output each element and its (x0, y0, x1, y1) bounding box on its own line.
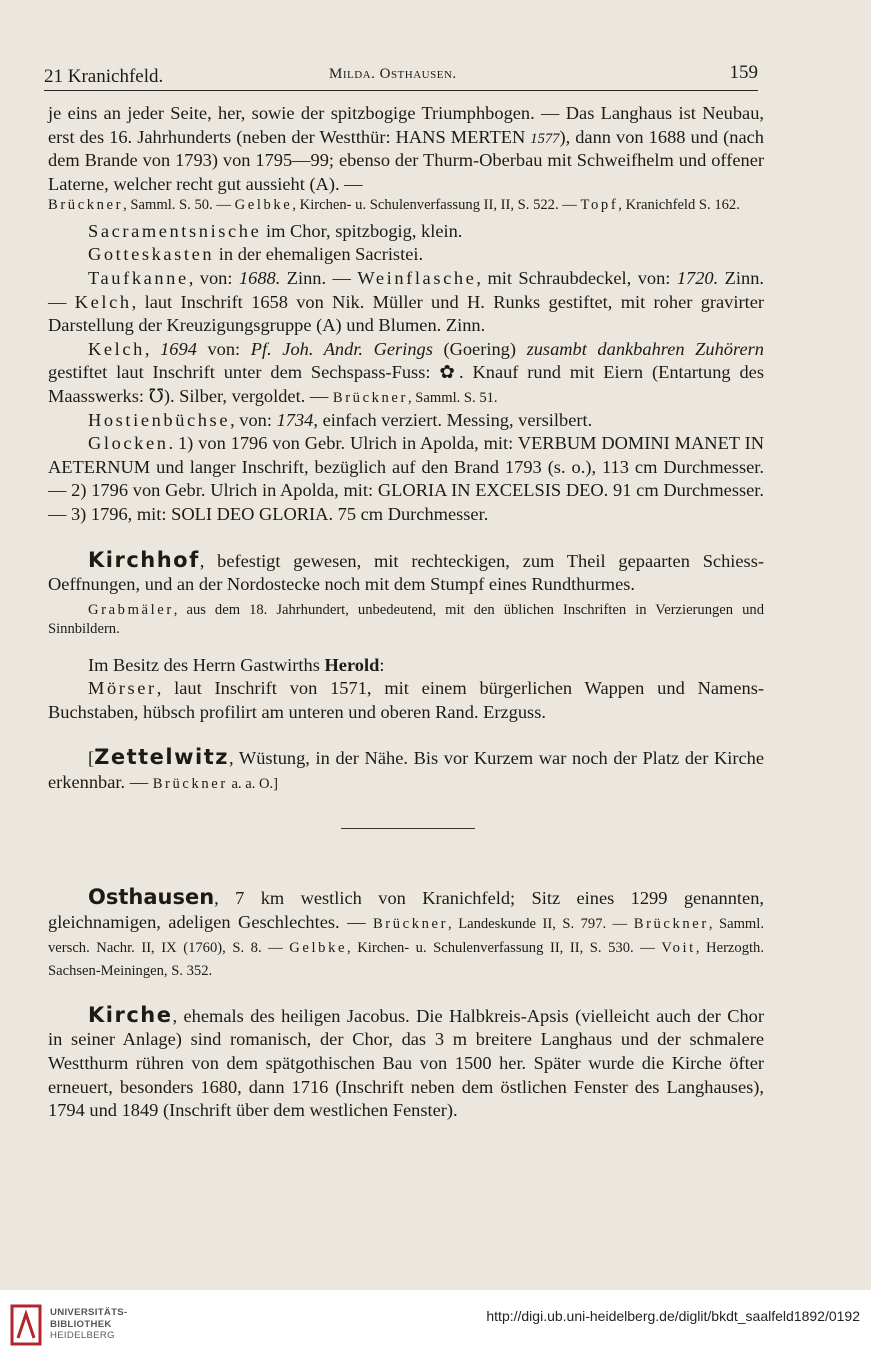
page-number: 159 (729, 62, 758, 83)
library-logo-icon (10, 1304, 42, 1346)
page-text (48, 102, 764, 1123)
year-italic: 1577 (530, 130, 560, 147)
logo-line: UNIVERSITÄTS- (50, 1307, 128, 1318)
running-header (44, 62, 758, 88)
term-spaced: Taufkanne (88, 267, 189, 288)
text-run: (Goering) (432, 338, 527, 359)
owner-name: Herold (324, 654, 380, 675)
paragraph-kelch (48, 338, 764, 409)
text-run: , von: (230, 409, 277, 430)
text-run: im Chor, spitzbogig, klein. (261, 220, 463, 241)
term-spaced: Weinflasche (357, 267, 477, 288)
paragraph-osthausen (48, 886, 764, 981)
section-divider-area (48, 794, 764, 864)
text-run: Im Besitz des Herrn Gastwirths (88, 654, 325, 675)
text-run: . 1) von 1796 von Gebr. Ulrich in Apolda, mit: VERBUM DOMINI MANET IN AETERNUM und langer Inschrift, bezüglich auf den Brand 1793 (s. o.), 113 cm Durchmesser. — 2) 1796 von Gebr. Ulrich in Apolda, mit: GLORIA IN EXCELSIS DEO. 91 cm Durchmesser. — 3) 1796, mit: SOLI DEO GLORIA. 75 cm Durchmesser. (48, 433, 764, 524)
text-run: : (379, 654, 385, 675)
text-run: Zinn. — (48, 267, 765, 312)
header-center: Milda. Osthausen. (329, 66, 457, 82)
text-run: ), dann von 1688 und (nach dem Brande von 1793) von 1795—99; ebenso der Thurm-Oberbau mit Schweifhelm und offener Laterne, welcher recht gut aussieht (A). — (48, 126, 764, 194)
ref-author: Brückner (633, 916, 709, 933)
text-run: von: (196, 338, 251, 359)
text-run: gestiftet laut Inschrift unter dem Sechspass-Fuss: ✿. Knauf rund mit Eiern (Entartung des Maasswerks: ℧). Silber, vergoldet. — (48, 362, 764, 406)
paragraph-grabmaeler (48, 601, 764, 640)
paragraph-kirchhof (48, 549, 764, 597)
term-spaced: Glocken (88, 433, 169, 454)
ref-author: Brückner (332, 389, 408, 406)
inscription-italic: zusambt dankbahren Zuhörern (526, 338, 764, 359)
ref-author: Gelbke (289, 939, 348, 956)
source-url-link[interactable]: http://digi.ub.uni-heidelberg.de/diglit/bkdt_saalfeld1892/0192 (486, 1308, 860, 1324)
text-run: , befestigt gewesen, mit rechteckigen, zum Theil gepaarten Schiess-Oeffnungen, und an der Nordostecke noch mit dem Stumpf eines Rundthurmes. (48, 550, 764, 595)
references-langhaus (48, 196, 764, 215)
term-spaced: Sacramentsnische (88, 220, 262, 241)
paragraph-besitz (48, 654, 764, 678)
logo-line: HEIDELBERG (50, 1330, 115, 1342)
text-run: , mit Schraubdeckel, von: (476, 267, 677, 288)
section-divider (341, 828, 475, 829)
ref-text: , Samml. S. 50. — (123, 197, 235, 214)
place-heading: Osthausen (88, 885, 215, 910)
paragraph-hostienbuechse (48, 409, 764, 433)
year-italic: 1720. (676, 267, 719, 288)
section-heading: Zettelwitz (94, 745, 229, 770)
ref-author: Gelbke (234, 197, 293, 214)
paragraph-zettelwitz (48, 746, 764, 794)
section-heading: Kirche (88, 1002, 173, 1027)
paragraph-taufkanne (48, 267, 764, 338)
term-spaced: Mörser (88, 678, 157, 699)
ref-text: a. a. O.] (227, 775, 279, 792)
ref-text: , Samml. S. 51. (407, 389, 498, 406)
ref-text: , Landeskunde II, S. 797. — (448, 916, 634, 933)
ref-text: , Samml. versch. Nachr. II, IX (1760), S. 8. — (48, 916, 764, 956)
paragraph-glocken (48, 432, 764, 526)
year-italic: 1734 (276, 409, 314, 430)
text-run: , laut Inschrift von 1571, mit einem bürgerlichen Wappen und Namens-Buchstaben, hübsch profilirt am unteren und oberen Rand. Erzguss. (48, 678, 764, 722)
ref-author: Topf (580, 197, 619, 214)
paragraph-gotteskasten (48, 243, 764, 267)
text-run: , von: (188, 267, 239, 288)
text-run: , (144, 338, 161, 359)
year-italic: 1694 (160, 338, 197, 359)
term-spaced: Gotteskasten (88, 244, 215, 265)
ref-author: Brückner (152, 775, 228, 792)
ref-text: , Kranichfeld S. 162. (618, 197, 740, 214)
term-spaced: Grabmäler (88, 601, 174, 618)
text-run: Zinn. — (280, 267, 358, 288)
paragraph-langhaus (48, 102, 764, 196)
paragraph-sacramentsnische (48, 220, 764, 244)
ref-author: Brückner (372, 916, 449, 933)
header-rule (44, 90, 758, 91)
text-run: , ehemals des heiligen Jacobus. Die Halbkreis-Apsis (vielleicht auch der Chor in seiner Anlage) sind romanisch, der Chor, das 3 m breitere Langhaus und der schmalere Westthurm rühren von dem spätgothischen Bau von 1500 her. Später wurde die Kirche öfter erneuert, besonders 1680, dann 1716 (Inschrift neben dem östlichen Fenster des Langhauses), 1794 und 1849 (Inschrift über dem westlichen Fenster). (48, 1005, 764, 1121)
name-italic: Pf. Joh. Andr. Gerings (250, 338, 433, 359)
text-run: je eins an jeder Seite, her, sowie der spitzbogige Triumphbogen. — Das Langhaus ist Neubau, erst des 16. Jahrhunderts (neben der Westthür: HANS MERTEN (48, 103, 764, 147)
text-run: , aus dem 18. Jahrhundert, unbedeutend, mit den üblichen Inschriften in Verzierungen und Sinnbildern. (48, 601, 764, 638)
term-spaced: Hostienbüchse (88, 409, 231, 430)
library-logo-text (50, 1307, 127, 1342)
ref-text: , Kirchen- u. Schulenverfassung II, II, S. 522. — (292, 197, 581, 214)
header-left: 21 Kranichfeld. (44, 66, 164, 87)
paragraph-moerser (48, 677, 764, 724)
term-spaced: Kelch (74, 291, 132, 312)
viewer-footer (0, 1290, 871, 1360)
ref-text: , Herzogth. Sachsen-Meiningen, S. 352. (48, 939, 764, 980)
text-run: , laut Inschrift 1658 von Nik. Müller und H. Runks gestiftet, mit roher gravirter Darstellung der Kreuzigungsgruppe (A) und Blumen. Zinn. (48, 291, 764, 336)
ref-text: , Kirchen- u. Schulenverfassung II, II, S. 530. — (347, 939, 662, 956)
text-run: in der ehemaligen Sacristei. (214, 244, 424, 265)
logo-line: BIBLIOTHEK (50, 1318, 112, 1330)
text-run: , Wüstung, in der Nähe. Bis vor Kurzem war noch der Platz der Kirche erkennbar. — (48, 748, 764, 792)
ref-author: Brückner (48, 197, 124, 214)
year-italic: 1688. (238, 267, 281, 288)
term-spaced: Kelch (88, 338, 145, 359)
ref-author: Voit (661, 939, 696, 956)
section-heading: Kirchhof (88, 547, 200, 572)
text-run: [ (88, 748, 95, 769)
text-run: , einfach verziert. Messing, versilbert. (313, 409, 593, 430)
text-run: , 7 km westlich von Kranichfeld; Sitz eines 1299 genannten, gleichnamigen, adeligen Geschlechtes. — (48, 888, 764, 933)
paragraph-kirche (48, 1004, 764, 1123)
